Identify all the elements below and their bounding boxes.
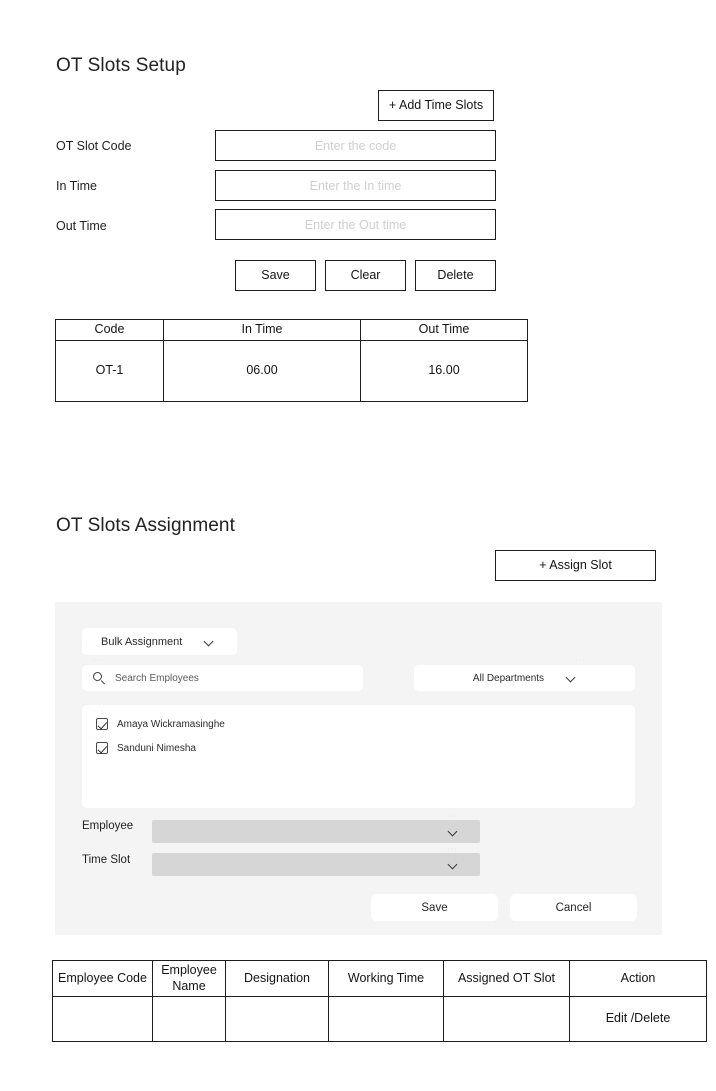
page-title-ot-slots-setup: OT Slots Setup — [56, 55, 186, 76]
employee-name: Sanduni Nimesha — [117, 742, 196, 754]
out-time-label: Out Time — [56, 219, 107, 233]
ot-slots-table — [55, 319, 506, 402]
th-action: Action — [570, 961, 707, 997]
cell-action-edit-delete[interactable]: Edit /Delete — [570, 997, 707, 1042]
assign-slot-button[interactable]: + Assign Slot — [495, 550, 656, 581]
th-working-time: Working Time — [329, 961, 444, 997]
chevron-down-icon — [204, 637, 214, 647]
cell-assigned-ot-slot — [444, 997, 570, 1042]
assignment-mode-value: Bulk Assignment — [101, 635, 183, 648]
chevron-down-icon — [448, 860, 458, 870]
employee-name: Amaya Wickramasinghe — [117, 718, 225, 730]
ot-slot-code-input[interactable] — [215, 130, 496, 161]
th-assigned-ot-slot: Assigned OT Slot — [444, 961, 570, 997]
department-select[interactable] — [414, 665, 635, 691]
department-select-value: All Departments — [472, 672, 545, 684]
search-icon — [93, 672, 106, 685]
out-time-input[interactable] — [215, 209, 496, 240]
employee-select[interactable] — [152, 820, 480, 843]
th-designation: Designation — [226, 961, 329, 997]
ot-slot-code-placeholder: Enter the code — [314, 138, 397, 153]
search-employees-placeholder: Search Employees — [115, 672, 199, 684]
timeslot-select-grip-handle: ··· — [447, 846, 458, 853]
employee-item-grip-handle: ··· — [93, 733, 104, 740]
assignment-panel — [55, 602, 662, 935]
cell-working-time — [329, 997, 444, 1042]
in-time-label: In Time — [56, 179, 97, 193]
th-in-time: In Time — [164, 320, 361, 341]
cell-in-time: 06.00 — [164, 340, 361, 401]
th-employee-name: Employee Name — [153, 961, 226, 997]
table-header-row — [56, 320, 528, 341]
assignments-table — [52, 960, 671, 1042]
cell-employee-name — [153, 997, 226, 1042]
panel-cancel-button[interactable]: Cancel — [510, 894, 637, 921]
save-button[interactable]: Save — [235, 260, 316, 291]
page-title-ot-slots-assignment: OT Slots Assignment — [56, 515, 235, 536]
search-employees-input[interactable] — [82, 665, 363, 691]
delete-button[interactable]: Delete — [415, 260, 496, 291]
in-time-placeholder: Enter the In time — [309, 178, 402, 193]
list-item[interactable] — [96, 718, 225, 730]
chevron-down-icon — [566, 673, 576, 683]
checkbox-checked-icon[interactable] — [96, 742, 108, 754]
cell-designation — [226, 997, 329, 1042]
timeslot-select[interactable] — [152, 853, 480, 876]
list-item[interactable] — [96, 742, 196, 754]
add-time-slots-button[interactable]: + Add Time Slots — [378, 90, 494, 121]
chevron-down-icon — [448, 827, 458, 837]
table-row[interactable] — [53, 997, 707, 1042]
checkbox-checked-icon[interactable] — [96, 718, 108, 730]
search-grip-handle: ··· — [93, 657, 104, 664]
employee-list-grip-handle: ··· — [93, 708, 104, 715]
th-out-time: Out Time — [361, 320, 528, 341]
clear-button[interactable]: Clear — [325, 260, 406, 291]
timeslot-select-label: Time Slot — [82, 854, 131, 866]
employee-select-label: Employee — [82, 820, 134, 832]
employee-list — [82, 705, 635, 808]
in-time-input[interactable] — [215, 170, 496, 201]
assignment-mode-select[interactable] — [82, 628, 237, 655]
panel-save-button[interactable]: Save — [371, 894, 498, 921]
ot-slot-code-label: OT Slot Code — [56, 139, 132, 153]
cell-out-time: 16.00 — [361, 340, 528, 401]
cell-employee-code — [53, 997, 153, 1042]
out-time-placeholder: Enter the Out time — [304, 217, 407, 232]
cell-code: OT-1 — [56, 340, 164, 401]
table-row[interactable] — [56, 340, 528, 401]
th-employee-code: Employee Code — [53, 961, 153, 997]
table-header-row — [53, 961, 707, 997]
department-grip-handle: ··· — [575, 657, 586, 664]
th-code: Code — [56, 320, 164, 341]
employee-select-grip-handle: ··· — [447, 813, 458, 820]
